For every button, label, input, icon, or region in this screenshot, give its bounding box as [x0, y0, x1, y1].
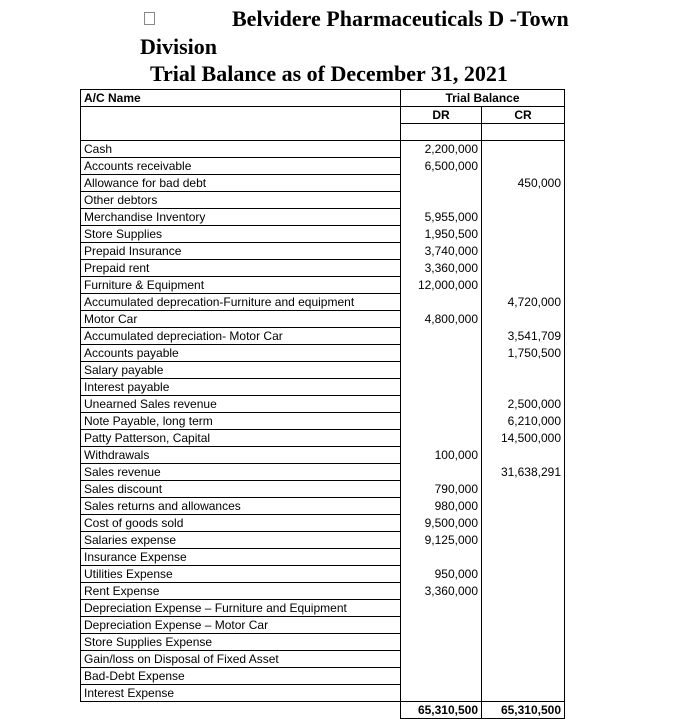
credit-value [482, 276, 565, 293]
debit-value: 12,000,000 [401, 276, 482, 293]
table-row [81, 616, 565, 633]
credit-value [482, 514, 565, 531]
account-name: Prepaid rent [81, 259, 401, 276]
table-row [81, 327, 565, 344]
division-label: Division [140, 34, 218, 59]
account-name: Sales revenue [81, 463, 401, 480]
debit-value: 790,000 [401, 480, 482, 497]
credit-value: 4,720,000 [482, 293, 565, 310]
debit-value: 950,000 [401, 565, 482, 582]
debit-value: 3,360,000 [401, 259, 482, 276]
debit-value: 2,200,000 [401, 140, 482, 157]
debit-value [401, 378, 482, 395]
table-row [81, 276, 565, 293]
credit-value: 450,000 [482, 174, 565, 191]
table-row [81, 480, 565, 497]
dr-header: DR [401, 107, 482, 124]
credit-value [482, 361, 565, 378]
account-name: Patty Patterson, Capital [81, 429, 401, 446]
account-name: Interest payable [81, 378, 401, 395]
account-name: Sales discount [81, 480, 401, 497]
account-name: Bad-Debt Expense [81, 667, 401, 684]
credit-value [482, 633, 565, 650]
debit-value [401, 684, 482, 701]
table-row [81, 531, 565, 548]
credit-value [482, 208, 565, 225]
table-row [81, 582, 565, 599]
account-name: Accumulated deprecation-Furniture and equipment [81, 293, 401, 310]
table-row [81, 667, 565, 684]
credit-value [482, 650, 565, 667]
credit-value [482, 480, 565, 497]
account-name: Allowance for bad debt [81, 174, 401, 191]
total-debit: 65,310,500 [401, 701, 482, 718]
debit-value [401, 548, 482, 565]
credit-value: 6,210,000 [482, 412, 565, 429]
account-name: Utilities Expense [81, 565, 401, 582]
credit-value: 3,541,709 [482, 327, 565, 344]
account-name: Gain/loss on Disposal of Fixed Asset [81, 650, 401, 667]
table-row [81, 514, 565, 531]
table-row [81, 293, 565, 310]
account-name: Store Supplies [81, 225, 401, 242]
credit-value [482, 191, 565, 208]
debit-value: 9,125,000 [401, 531, 482, 548]
table-row [81, 157, 565, 174]
account-name: Motor Car [81, 310, 401, 327]
totals-row [81, 701, 565, 718]
credit-value [482, 378, 565, 395]
total-credit: 65,310,500 [482, 701, 565, 718]
table-row [81, 225, 565, 242]
account-name: Other debtors [81, 191, 401, 208]
header-row [81, 90, 565, 107]
account-name: Prepaid Insurance [81, 242, 401, 259]
credit-value [482, 225, 565, 242]
table-row [81, 140, 565, 157]
table-row [81, 650, 565, 667]
credit-value [482, 599, 565, 616]
table-row [81, 412, 565, 429]
subheader-row [81, 107, 565, 124]
account-name: Interest Expense [81, 684, 401, 701]
account-name: Salary payable [81, 361, 401, 378]
account-name: Depreciation Expense – Motor Car [81, 616, 401, 633]
debit-value: 3,360,000 [401, 582, 482, 599]
debit-value: 9,500,000 [401, 514, 482, 531]
credit-value [482, 259, 565, 276]
credit-value [482, 548, 565, 565]
debit-value [401, 293, 482, 310]
debit-value [401, 616, 482, 633]
account-name: Depreciation Expense – Furniture and Equipment [81, 599, 401, 616]
debit-value: 6,500,000 [401, 157, 482, 174]
debit-value [401, 633, 482, 650]
table-row [81, 174, 565, 191]
company-name: Belvidere Pharmaceuticals D -Town [232, 6, 569, 31]
account-name: Rent Expense [81, 582, 401, 599]
debit-value: 5,955,000 [401, 208, 482, 225]
table-row [81, 446, 565, 463]
table-row [81, 684, 565, 701]
report-title: Trial Balance as of December 31, 2021 [150, 61, 508, 86]
debit-value [401, 599, 482, 616]
account-name: Cost of goods sold [81, 514, 401, 531]
account-name: Cash [81, 140, 401, 157]
debit-value: 3,740,000 [401, 242, 482, 259]
credit-value [482, 565, 565, 582]
table-row [81, 429, 565, 446]
credit-value: 1,750,500 [482, 344, 565, 361]
table-row [81, 548, 565, 565]
credit-value [482, 684, 565, 701]
account-name: Sales returns and allowances [81, 497, 401, 514]
trial-balance-header: Trial Balance [401, 90, 565, 107]
debit-value: 4,800,000 [401, 310, 482, 327]
table-row [81, 242, 565, 259]
table-row [81, 191, 565, 208]
debit-value: 1,950,500 [401, 225, 482, 242]
account-name-header: A/C Name [81, 90, 401, 107]
table-row [81, 344, 565, 361]
debit-value [401, 412, 482, 429]
account-name: Insurance Expense [81, 548, 401, 565]
account-name: Salaries expense [81, 531, 401, 548]
account-name: Store Supplies Expense [81, 633, 401, 650]
table-row [81, 361, 565, 378]
table-row [81, 310, 565, 327]
table-row [81, 565, 565, 582]
credit-value: 31,638,291 [482, 463, 565, 480]
debit-value [401, 191, 482, 208]
table-row [81, 497, 565, 514]
credit-value: 14,500,000 [482, 429, 565, 446]
credit-value [482, 242, 565, 259]
debit-value [401, 429, 482, 446]
trial-balance-table [80, 89, 565, 719]
account-name: Accumulated depreciation- Motor Car [81, 327, 401, 344]
missing-glyph-icon [144, 12, 155, 25]
debit-value [401, 174, 482, 191]
account-name: Furniture & Equipment [81, 276, 401, 293]
table-row [81, 378, 565, 395]
credit-value: 2,500,000 [482, 395, 565, 412]
debit-value [401, 395, 482, 412]
account-name: Withdrawals [81, 446, 401, 463]
table-row [81, 463, 565, 480]
debit-value [401, 344, 482, 361]
debit-value [401, 327, 482, 344]
credit-value [482, 497, 565, 514]
account-name: Merchandise Inventory [81, 208, 401, 225]
credit-value [482, 616, 565, 633]
table-row [81, 633, 565, 650]
spacer-row [81, 124, 565, 141]
account-name: Accounts payable [81, 344, 401, 361]
debit-value [401, 361, 482, 378]
credit-value [482, 582, 565, 599]
credit-value [482, 667, 565, 684]
account-name: Note Payable, long term [81, 412, 401, 429]
credit-value [482, 157, 565, 174]
credit-value [482, 140, 565, 157]
cr-header: CR [482, 107, 565, 124]
debit-value: 100,000 [401, 446, 482, 463]
credit-value [482, 446, 565, 463]
credit-value [482, 531, 565, 548]
table-row [81, 259, 565, 276]
debit-value [401, 667, 482, 684]
account-name: Accounts receivable [81, 157, 401, 174]
debit-value [401, 463, 482, 480]
account-name: Unearned Sales revenue [81, 395, 401, 412]
credit-value [482, 310, 565, 327]
table-row [81, 599, 565, 616]
debit-value: 980,000 [401, 497, 482, 514]
table-row [81, 395, 565, 412]
debit-value [401, 650, 482, 667]
table-row [81, 208, 565, 225]
